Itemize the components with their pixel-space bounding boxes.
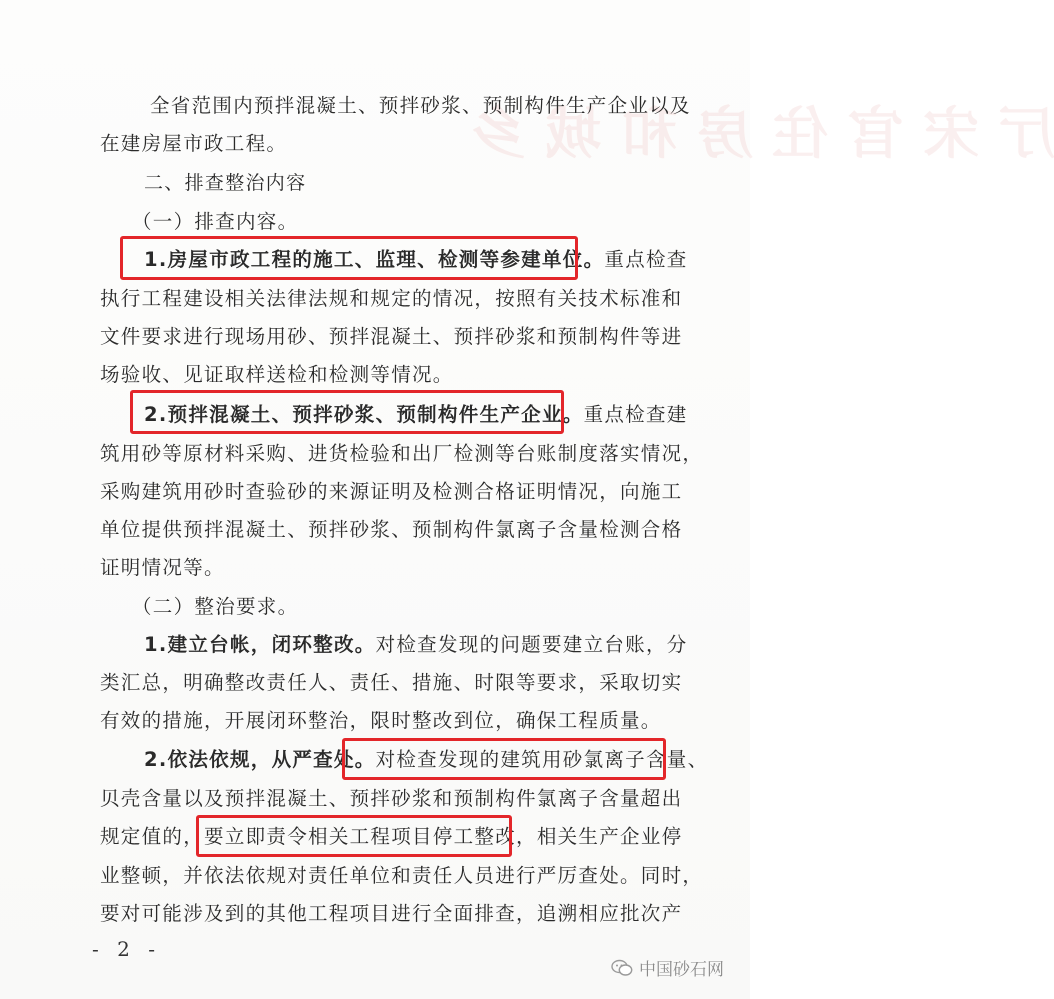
text-line: 执行工程建设相关法律法规和规定的情况，按照有关技术标准和: [100, 287, 683, 310]
item-2-line: [144, 401, 688, 431]
text-span: 规定值的，: [100, 825, 205, 848]
text-line: 场验收、见证取样送检和检测等情况。: [100, 363, 454, 386]
text-line: 单位提供预拌混凝土、预拌砂浆、预制构件氯离子含量检测合格: [100, 518, 683, 541]
subsection-heading: （二）整治要求。: [132, 595, 299, 618]
text-line: 业整顿，并依法依规对责任单位和责任人员进行严厉查处。同时，: [100, 864, 704, 887]
text-line: 采购建筑用砂时查验砂的来源证明及检测合格证明情况，向施工: [100, 480, 683, 503]
subsection-heading: （一）排查内容。: [132, 210, 299, 233]
bleed-through-text: 厅 宋 官 住 房 和 城 乡: [470, 101, 1054, 167]
requirement-1-line: [144, 631, 688, 661]
text-line: 有效的措施，开展闭环整治，限时整改到位，确保工程质量。: [100, 709, 662, 732]
text-line: 筑用砂等原材料采购、进货检验和出厂检测等台账制度落实情况，: [100, 442, 704, 465]
page-number: - 2 -: [92, 937, 161, 961]
item-1-text: 重点检查: [604, 248, 688, 271]
section-heading: 二、排查整治内容: [144, 172, 307, 194]
watermark: [611, 955, 724, 980]
requirement-2-text: 对检查发现的建筑用砂氯离子含量、: [375, 748, 709, 771]
boxed-text: 要立即责令相关工程项目停工整改，: [204, 825, 537, 848]
item-2-text: 重点检查建: [583, 403, 688, 426]
text-line: 类汇总，明确整改责任人、责任、措施、时限等要求，采取切实: [100, 671, 683, 694]
item-1-line: [144, 246, 688, 276]
requirement-2-title: 2.依法依规，从严查处。: [144, 748, 376, 771]
text-line: 全省范围内预拌混凝土、预拌砂浆、预制构件生产企业以及: [150, 94, 691, 117]
item-2-title: 2.预拌混凝土、预拌砂浆、预制构件生产企业。: [144, 403, 584, 426]
text-line: 在建房屋市政工程。: [100, 132, 288, 155]
text-line: 文件要求进行现场用砂、预拌混凝土、预拌砂浆和预制构件等进: [100, 325, 683, 348]
watermark-text: 中国砂石网: [639, 960, 724, 980]
requirement-1-text: 对检查发现的问题要建立台账，分: [375, 633, 688, 656]
text-span: 相关生产企业停: [536, 825, 683, 848]
text-line: 证明情况等。: [100, 556, 225, 579]
text-line: 要对可能涉及到的其他工程项目进行全面排查，追溯相应批次产: [100, 902, 683, 925]
requirement-1-title: 1.建立台帐，闭环整改。: [144, 633, 376, 656]
item-1-title: 1.房屋市政工程的施工、监理、检测等参建单位。: [144, 248, 605, 271]
requirement-2-line: [144, 746, 708, 776]
text-line: 贝壳含量以及预拌混凝土、预拌砂浆和预制构件氯离子含量超出: [100, 787, 683, 810]
requirement-2-continuation: [100, 823, 682, 853]
wechat-icon: [611, 959, 633, 977]
